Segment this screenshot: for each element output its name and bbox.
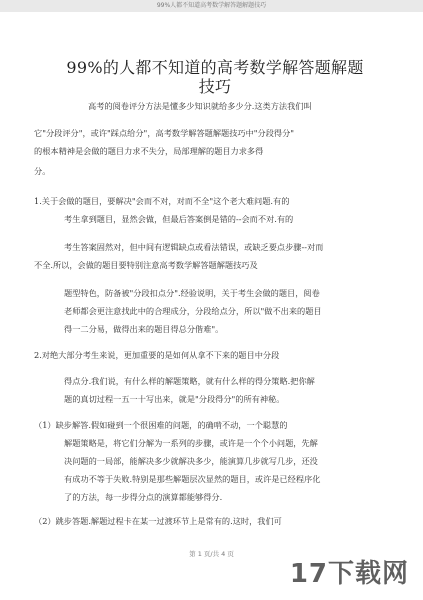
page-title <box>40 58 390 96</box>
body-line: 有成功不等于失败.特别是那些解题层次显然的题目，或许是已经程序化 <box>64 474 321 484</box>
body-line: 决问题的一局部，能解决多少就解决多少，能演算几步就写几步，还没 <box>64 456 318 466</box>
body-line: 题型特色，防备被"分段扣点分".经验说明，关于考生会做的题目，阅卷 <box>64 288 320 298</box>
body-line: 1.关于会做的题目，要解决"会而不对，对而不全"这个老大难问题.有的 <box>34 196 290 206</box>
body-line: 它"分段评分"，或许"踩点给分"，高考数学解答题解题技巧中"分段得分" <box>34 128 295 138</box>
body-line: 得一二分易，做得出来的题目得总分偕难"。 <box>64 324 224 334</box>
body-line: 老师都会更注意找此中的合理成分，分段给点分，所以"做不出来的题目 <box>64 306 322 316</box>
body-line: 了的方法，每一步得分点的演算都能够得分. <box>64 492 223 502</box>
body-line: 得点分.我们说，有什么样的解题策略，就有什么样的得分策略.把你解 <box>64 376 315 386</box>
body-line: 的根本精神是会做的题目力求不失分，局部理解的题目力求多得 <box>34 146 264 156</box>
body-line: （1）缺步解答.假如碰到一个很困难的问题，的确啃不动，一个聪慧的 <box>34 420 288 430</box>
body-line: 考生拿到题目，显然会做，但最后答案倒是错的--会而不对.有的 <box>64 214 294 224</box>
body-line: （2）跳步答题.解题过程卡在某一过渡环节上是常有的.这时，我们可 <box>34 516 282 526</box>
body-line: 不全.所以，会做的题目要特别注意高考数学解答题解题技巧及 <box>34 260 258 270</box>
body-line: 高考的阅卷评分方法是懂多少知识就给多少分.这类方法我们叫 <box>88 101 312 111</box>
title-line-2: 技巧 <box>198 77 232 96</box>
site-watermark: 17下载网 <box>289 559 409 589</box>
body-line: 分。 <box>34 166 51 176</box>
body-line: 2.对绝大部分考生来说，更加重要的是如何从拿不下来的题目中分段 <box>34 350 280 360</box>
body-line: 考生答案固然对，但中间有逻辑缺点或看法错误，或缺乏要点步骤--对而 <box>64 242 324 252</box>
body-line: 题的真切过程一五一十写出来，就是"分段得分"的所有神秘。 <box>64 394 285 404</box>
document-header: 99%人都不知道高考数学解答题解题技巧 <box>0 0 423 12</box>
body-line: 解题策略是，将它们分解为一系列的步骤，或许是一个个小问题，先解 <box>64 438 318 448</box>
page-number: 第 1 页/共 4 页 <box>189 550 234 558</box>
title-line-1: 99%的人都不知道的高考数学解答题解题 <box>66 58 364 77</box>
